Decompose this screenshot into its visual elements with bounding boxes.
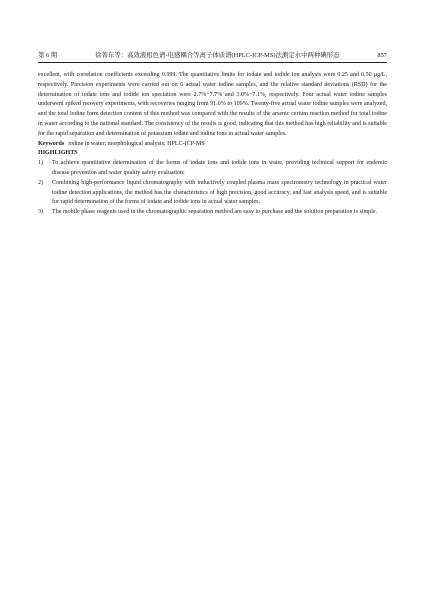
issue-number: 第 6 期 xyxy=(38,52,58,59)
keywords-label: Keywords xyxy=(38,140,65,147)
page-number: 857 xyxy=(377,52,387,59)
header-rule xyxy=(38,62,387,63)
article-body xyxy=(38,71,387,218)
running-header xyxy=(38,52,387,60)
abstract-continued: excellent, with correlation coefficients exceeding 0.999. The quantitative limits for iodate and iodide ion analysis were 0.25 and 0.50 μg/L, respectively. Precision experiments were carried out on 6 actual water iodine samples, and the relative standard deviations (RSD) for the determination of iodate ions and iodide ion speciation were 2.7%−7.7% and 3.0%−7.1%, respectively. Four actual water iodine samples underwent spiked recovery experiments, with recoveries ranging from 91.0% to 109%. Twenty-five actual water iodine samples were analyzed, and the total iodine form detection content of this method was compared with the results of the arsenic cerium reaction method for total iodine in water according to the national standard. The consistency of the results is good, indicating that this method has high reliability and is suitable for the rapid separation and determination of potassium iodate and iodine ions in actual water samples. xyxy=(38,72,387,137)
highlight-number: 2) xyxy=(38,179,44,186)
running-title: 徐菁东等：高效液相色谱-电感耦合等离子体质谱(HPLC-ICP-MS)法测定水中两种碘形态 xyxy=(95,52,340,59)
highlight-number: 1) xyxy=(38,160,44,167)
highlight-item xyxy=(38,179,387,208)
highlight-text: The mobile phase reagents used in the chromatographic separation method are easy to purchase and the solution preparation is simple. xyxy=(52,209,378,216)
highlights-title: HIGHLIGHTS xyxy=(38,150,78,157)
highlight-text: Combining high-performance liquid chromatography with inductively coupled plasma mass spectrometry technology in practical water iodine detection applications, the method has the characteristics of high precision, good accuracy, and fast analysis speed, and is suitable for rapid determination of the forms of iodate and iodide ions in actual water samples. xyxy=(52,179,387,206)
highlight-text: To achieve quantitative determination of the forms of iodate ions and iodide ions in water, providing technical support for endemic disease prevention and water quality safety evaluation; xyxy=(52,160,387,176)
highlight-number: 3) xyxy=(38,209,44,216)
highlights-list xyxy=(38,159,387,218)
highlight-item xyxy=(38,208,387,218)
highlight-item xyxy=(38,159,387,179)
keywords-text: iodine in water; morphological analysis; HPLC-ICP-MS xyxy=(68,140,205,147)
keywords-line xyxy=(38,140,387,150)
